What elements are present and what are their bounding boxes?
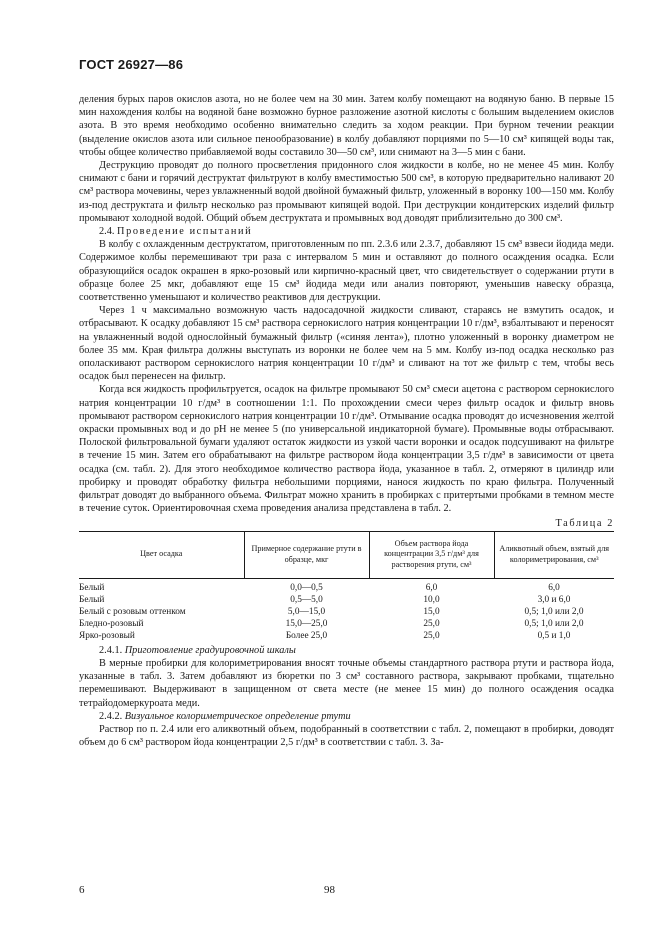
section-number: 2.4.1. [99, 644, 123, 656]
table-header-cell: Аликвотный объем, взятый для колориметрирования, см³ [494, 531, 614, 578]
paragraph: В колбу с охлажденным деструктатом, приготовленным по пп. 2.3.6 или 2.3.7, добавляют 15 см³ взвеси йодида меди. Содержимое колбы перемешивают три раза с интервалом 5 мин и оставляют до полного осаждения осадка. Если образующийся осадок окрашен в ярко-розовый или кирпично-красный цвет, что свидетельствует о содержании ртути в образце более 25 мкг, добавляют еще 15 см³ йодида меди или анализ повторяют, уменьшив навеску образца, соответственно уменьшают и количество реактивов для деструкции. [79, 239, 614, 304]
table-row [79, 630, 614, 644]
document-header: ГОСТ 26927—86 [79, 57, 184, 72]
table-header-cell: Примерное содержание ртути в образце, мкг [244, 531, 369, 578]
table-cell: 0,5; 1,0 или 2,0 [524, 606, 584, 617]
table-row [79, 618, 614, 630]
document-body [79, 93, 614, 749]
table-cell: 15,0—25,0 [285, 618, 328, 629]
table-cell: 6,0 [548, 582, 560, 593]
table-header-cell: Цвет осадка [79, 531, 244, 578]
table-2 [79, 531, 614, 644]
table-cell: 0,5—5,0 [290, 594, 323, 605]
table-cell: 0,5 и 1,0 [537, 630, 571, 641]
table-header-row [79, 531, 614, 578]
paragraph: Раствор по п. 2.4 или его аликвотный объем, подобранный в соответствии с табл. 2, помещают в пробирки, доводят объем до 6 см³ раствором йода концентрации 2,5 г/дм³ в соответствии с табл. 3. За- [79, 723, 614, 749]
section-heading-2-4 [79, 225, 614, 238]
section-heading-2-4-1 [79, 644, 614, 657]
table-cell: Белый [79, 594, 105, 605]
table-cell: 6,0 [425, 582, 438, 593]
table-cell: Белый с розовым оттенком [79, 606, 186, 617]
table-cell: Ярко-розовый [79, 630, 135, 641]
table-cell: 5,0—15,0 [287, 606, 326, 617]
section-number: 2.4. [99, 226, 115, 238]
page-number-left: 6 [79, 884, 85, 896]
table-header-cell: Объем раствора йода концентрации 3,5 г/дм³ для растворения ртути, см³ [369, 531, 494, 578]
table-cell: Более 25,0 [285, 630, 328, 641]
table-cell: Бледно-розовый [79, 618, 144, 629]
page-number-center: 98 [324, 884, 335, 896]
section-title: Приготовление градуировочной шкалы [124, 644, 296, 656]
table-cell: 25,0 [423, 630, 440, 641]
table-cell: 3,0 и 6,0 [537, 594, 571, 605]
table-caption: Таблица 2 [555, 517, 614, 529]
section-heading-2-4-2 [79, 710, 614, 723]
paragraph: В мерные пробирки для колориметрирования вносят точные объемы стандартного раствора ртути и раствора йода, указанные в табл. 3. Затем добавляют из бюретки по 3 см³ составного раствора, закрывают пробками, тщательно перемешивают. Выдерживают в защищенном от света месте (не менее 15 мин) до полного осаждения осадка тетрайодомеркуроата меди. [79, 657, 614, 709]
table-cell: 25,0 [423, 618, 440, 629]
table-cell: 0,0—0,5 [290, 582, 323, 593]
table-cell: 0,5; 1,0 или 2,0 [524, 618, 584, 629]
section-title: Визуальное колориметрическое определение ртути [124, 710, 351, 722]
paragraph: Деструкцию проводят до полного просветления придонного слоя жидкости в колбе, но не менее 45 мин. Колбу снимают с бани и горячий деструктат фильтруют в колбу вместимостью 500 см³, в которую предварительно наливают 20 см³ раствора мочевины, через увлажненный водой двойной бумажный фильтр, уложенный в воронку 100—150 мм. Колбу из-под деструктата и фильтр несколько раз промывают кипящей водой. При деструкции кондитерских изделий фильтр промывают холодной водой. Общий объем деструктата и промывных вод доводят приблизительно до 300 см³. [79, 160, 615, 224]
table-cell: 10,0 [423, 594, 440, 605]
section-number: 2.4.2. [99, 710, 123, 722]
paragraph: Через 1 ч максимально возможную часть надосадочной жидкости сливают, стараясь не взмутить осадок, и отбрасывают. К осадку добавляют 15 см³ раствора сернокислого натрия концентрации 10 г/дм³, взбалтывают и переносят на увлажненный водой однослойный бумажный фильтр («синяя лента»), плотно уложенный в воронку диаметром не более 35 мм. Края фильтра должны выступать из воронки не более чем на 5 мм. Колбу из-под осадка несколько раз ополаскивают раствором сернокислого натрия концентрации 10 г/дм³ и сливают на тот же фильтр с тем, чтобы весь осадок был перенесен на фильтр. [79, 305, 614, 383]
table-row [79, 578, 614, 594]
paragraph: Когда вся жидкость профильтруется, осадок на фильтре промывают 50 см³ смеси ацетона с раствором сернокислого натрия концентрации 10 г/дм³ в соотношении 1:1. По прохождении смеси через фильтр осадок и фильтр вновь промывают раствором сернокислого натрия концентрации 10 г/дм³. Отмывание осадка проводят до исчезновения желтой окраски промывных вод и до pH не менее 5 (по универсальной индикаторной бумаге). Промывные воды отбрасывают. Полоской фильтровальной бумаги удаляют остаток жидкости из узкой части воронки и осадок подсушивают на фильтре в течение 15 мин. Затем его обрабатывают на фильтре раствором йода концентрации 3,5 г/дм³ в зависимости от цвета осадка (см. табл. 2). Для этого необходимое количество раствора йода, указанное в табл. 2, отмеряют в цилиндр или пробирку и проводят обработку фильтра небольшими порциями, нанося жидкость по краю фильтра. Полученный фильтрат доводят до выбранного объема. Фильтрат можно хранить в пробирках с притертыми пробками в темном месте в течение суток. Ориентировочная схема проведения анализа представлена в табл. 2. [79, 384, 614, 515]
table-cell: Белый [79, 582, 105, 593]
table-cell: 15,0 [423, 606, 440, 617]
table-row [79, 606, 614, 618]
table-row [79, 594, 614, 606]
section-title: Проведение испытаний [117, 226, 253, 238]
paragraph: деления бурых паров окислов азота, но не более чем на 30 мин. Затем колбу помещают на водяную баню. В первые 15 мин нахождения колбы на водяной бане возможно бурное разложение азотной кислоты с большим выделением окислов азота. В это время необходимо особенно внимательно следить за ходом реакции. При бурном течении реакции (выделение окислов азота или сильное пенообразование) в колбу добавляют порциями по 5—10 см³ кипящей воды так, чтобы общее количество прибавляемой воды составило 30—50 см³, или снимают на 3—5 мин с бани. [79, 94, 614, 158]
